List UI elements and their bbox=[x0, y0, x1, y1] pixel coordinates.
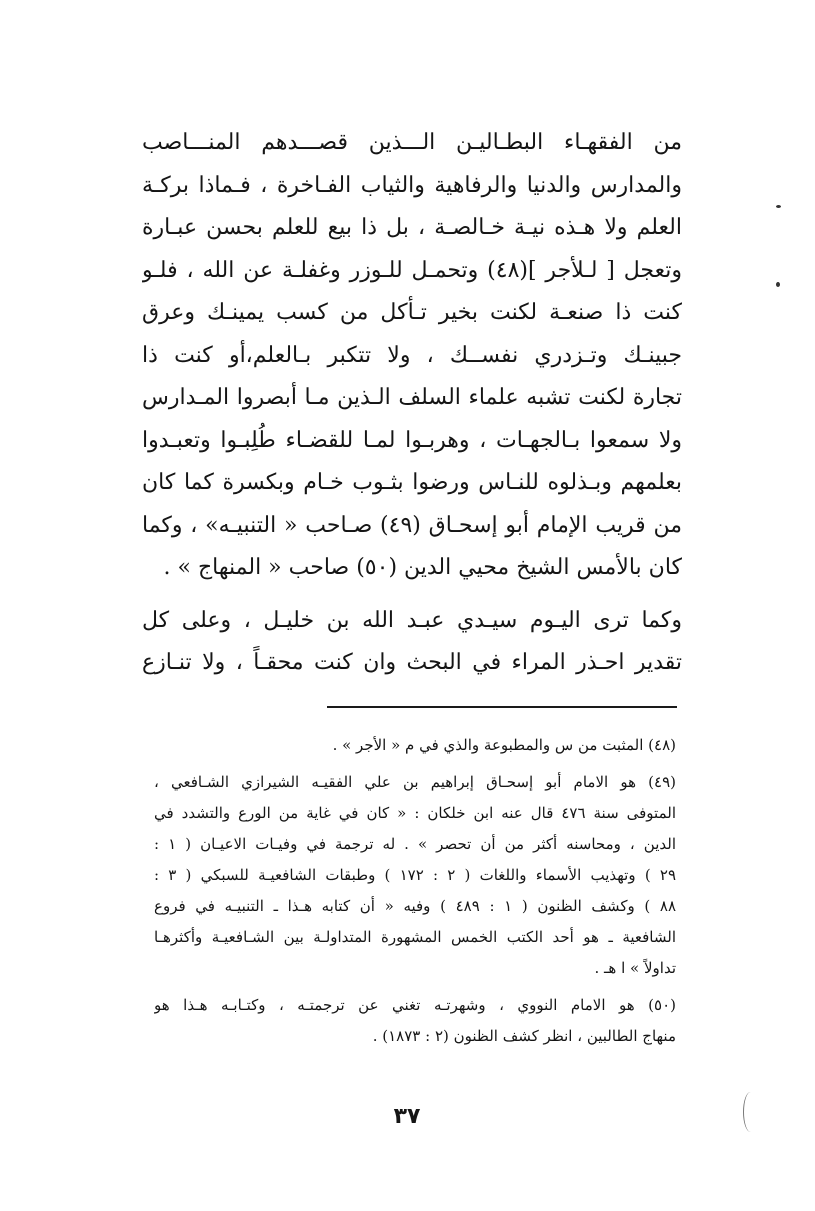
footnote-line: ٨٨ ) وكشف الظنون ( ١ : ٤٨٩ ) وفيه « أن كتابه هـذا ـ التنبيـه في فروع bbox=[154, 897, 676, 915]
margin-mark bbox=[743, 1092, 758, 1132]
footnote-line: الشافعية ـ هو أحد الكتب الخمس المشهورة المتداولـة بين الشـافعيـة وأكثرهـا bbox=[154, 928, 676, 946]
text-line: تقدير احـذر المراء في البحث وان كنت محقـاً ، ولا تنـازع bbox=[142, 650, 682, 675]
text-line: العلم ولا هـذه نيـة خـالصـة ، بل ذا بيع للعلم بحسن عبـارة bbox=[142, 215, 682, 240]
text-line: جبينـك وتـزدري نفســك ، ولا تتكبر بـالعلم،أو كنت ذا bbox=[142, 342, 682, 368]
footnote-line: (٥٠) هو الامام النووي ، وشهرتـه تغني عن ترجمتـه ، وكتـابـه هـذا هو bbox=[154, 996, 676, 1014]
text-line: والمدارس والدنيا والرفاهية والثياب الفـاخرة ، فـماذا بركـة bbox=[142, 172, 682, 198]
scan-speck bbox=[776, 205, 781, 208]
text-line: من الفقهـاء البطـاليـن الـــذين قصـــدهم المنـــاصب bbox=[142, 130, 682, 155]
footnotes bbox=[154, 730, 676, 1052]
scan-speck bbox=[776, 282, 780, 287]
paragraph-gap bbox=[142, 590, 682, 600]
page-number: ٣٧ bbox=[393, 1104, 421, 1129]
footnote-line: (٤٨) المثبت من س والمطبوعة والذي في م « الأجر » . bbox=[332, 736, 676, 754]
footnote-line: تداولاً » ا هـ . bbox=[594, 959, 676, 977]
text-line: ولا سمعوا بـالجهـات ، وهربـوا لمـا للقضـاء طُلِبـوا وتعبـدوا bbox=[142, 427, 682, 453]
text-line: تجارة لكنت تشبه علماء السلف الـذين مـا أبصروا المـدارس bbox=[142, 385, 682, 410]
footnote-line: المتوفى سنة ٤٧٦ قال عنه ابن خلكان : « كان في غاية من الورع والتشدد في bbox=[154, 804, 676, 822]
main-text bbox=[142, 122, 682, 685]
footnote-line: ٢٩ ) وتهذيب الأسماء واللغات ( ٢ : ١٧٢ ) وطبقات الشافعيـة للسبكي ( ٣ : bbox=[154, 866, 676, 884]
text-line: وتعجل [ لـلأجر ](٤٨) وتحمـل للـوزر وغفلـة عن الله ، فلـو bbox=[142, 257, 682, 283]
text-line: من قريب الإمام أبو إسحـاق (٤٩) صـاحب « التنبيـه» ، وكما bbox=[142, 512, 682, 538]
text-line: وكما ترى اليـوم سيـدي عبـد الله بن خليـل ، وعلى كل bbox=[142, 607, 682, 633]
footnote-line: (٤٩) هو الامام أبو إسحـاق إبراهيم بن علي الفقيـه الشيرازي الشـافعي ، bbox=[154, 773, 676, 791]
text-line: كنت ذا صنعـة لكنت بخير تـأكل من كسب يمينـك وعرق bbox=[142, 300, 682, 325]
footnote-separator bbox=[327, 706, 677, 708]
text-line: كان بالأمس الشيخ محيي الدين (٥٠) صاحب « المنهاج » . bbox=[163, 555, 682, 580]
footnote-line: منهاج الطالبين ، انظر كشف الظنون (٢ : ١٨٧٣) . bbox=[372, 1027, 676, 1045]
footnote-line: الدين ، ومحاسنه أكثر من أن تحصر » . له ترجمة في وفيـات الاعيـان ( ١ : bbox=[154, 835, 676, 853]
text-line: بعلمهم وبـذلوه للنـاس ورضوا بثـوب خـام وبكسرة كما كان bbox=[142, 470, 682, 495]
